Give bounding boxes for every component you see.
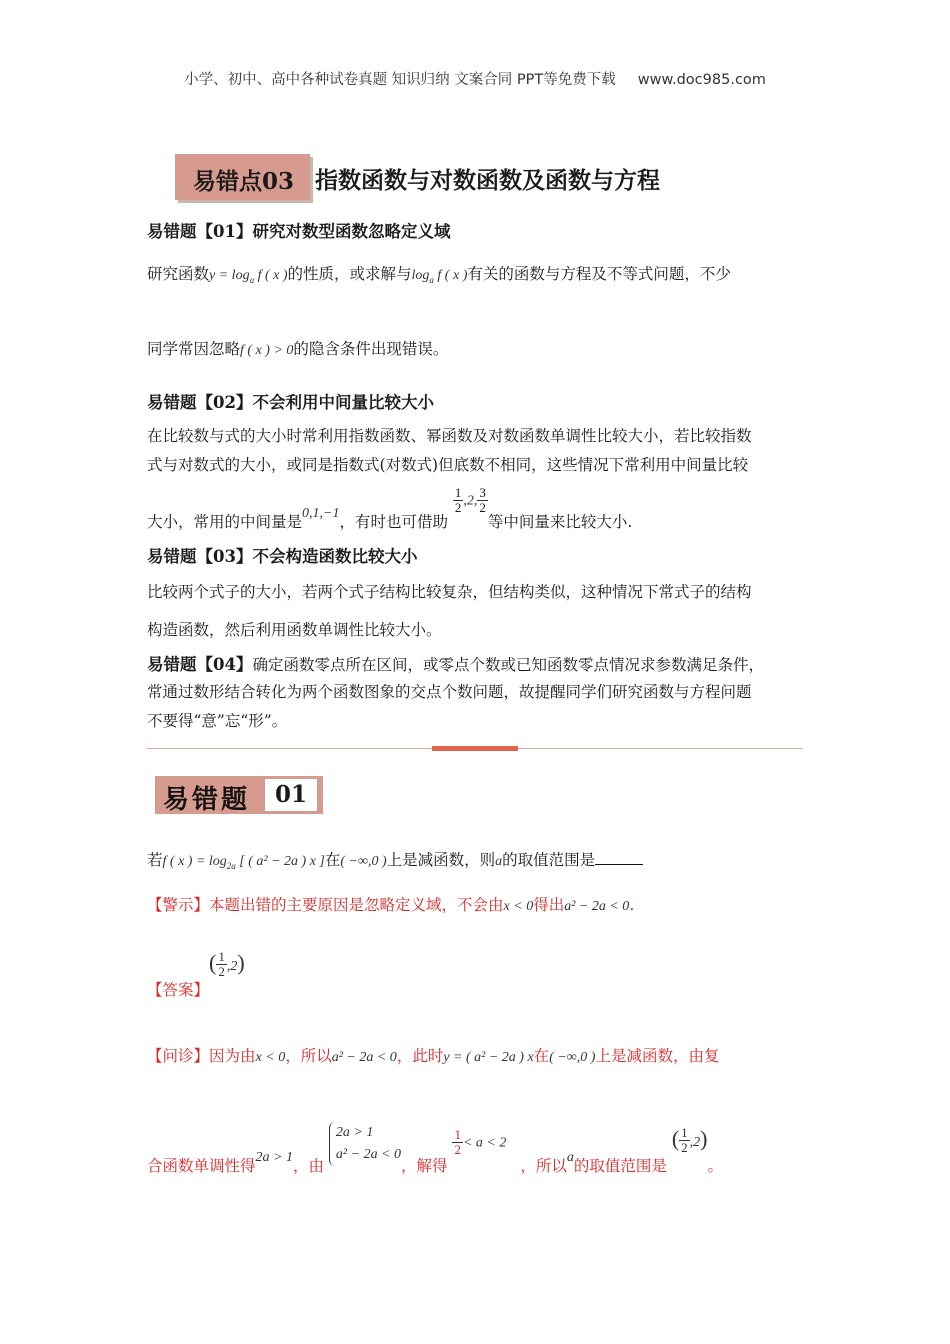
s01-line2	[147, 337, 448, 359]
heading-01: 易错题【01】研究对数型函数忽略定义域	[147, 222, 451, 241]
math-a: a	[495, 854, 503, 869]
answer-blank[interactable]	[595, 850, 643, 865]
math-system: 2a > 1 a² − 2a < 0	[329, 1122, 401, 1166]
text: 在	[324, 851, 341, 869]
heading-02: 易错题【02】不会利用中间量比较大小	[147, 393, 434, 412]
problem-statement	[147, 848, 643, 871]
diagnosis-line2	[147, 1118, 723, 1176]
text: 大小，常用的中间量是	[147, 513, 303, 531]
s04-line2: 常通过数形结合转化为两个函数图象的交点个数问题，故提醒同学们研究函数与方程问题	[147, 683, 752, 701]
text: ，由	[292, 1157, 324, 1175]
math: a	[566, 1150, 574, 1165]
page-header	[0, 68, 950, 89]
text: ，解得	[401, 1157, 448, 1175]
math: a² − 2a < 0	[331, 1050, 397, 1065]
text: 因为由	[209, 1047, 256, 1065]
s02-line3	[147, 486, 632, 532]
s02-line1: 在比较数与式的大小时常利用指数函数、幂函数及对数函数单调性比较大小，若比较指数	[147, 427, 752, 445]
text: 研究函数	[147, 265, 210, 283]
text: 在	[533, 1047, 550, 1065]
math: x < 0	[255, 1050, 286, 1065]
text: 有关的函数与方程及不等式问题，不少	[467, 265, 731, 283]
text: ，所以	[285, 1047, 332, 1065]
text: 若	[147, 851, 163, 869]
math: a² − 2a < 0	[564, 899, 630, 914]
text: 得出	[533, 896, 565, 914]
answer-tag: 【答案】	[147, 981, 210, 999]
math: ( −∞,0 )	[549, 1050, 596, 1065]
math: y = ( a² − 2a ) x	[443, 1050, 534, 1065]
math-log: $\log_a f$ ( x )	[411, 268, 468, 285]
s01-line1	[147, 262, 731, 285]
diagnosis-line1	[147, 1044, 719, 1066]
text: 上是减函数，则	[386, 851, 496, 869]
text: .	[629, 896, 635, 914]
text: 的隐含条件出现错误。	[293, 340, 449, 358]
math-fx-def: f ( x ) = $\log_{2a}$ [ ( a² − 2a ) x ]	[162, 854, 325, 871]
math-fx-positive: f ( x ) > 0	[240, 343, 294, 358]
math-y-log: $y = \log_a f$ ( x )	[209, 268, 288, 285]
divider-accent	[432, 746, 518, 751]
problem-badge	[155, 776, 323, 814]
math-interval: ( −∞,0 )	[340, 854, 387, 869]
text: 同学常因忽略	[147, 340, 241, 358]
text: 的取值范围是	[573, 1157, 667, 1175]
math-result: ( $\frac{1}{2}$ ,2)	[671, 1125, 708, 1156]
heading-04: 易错题【04】	[147, 655, 253, 674]
text: 等中间量来比较大小.	[487, 513, 633, 531]
answer-line	[147, 950, 245, 1000]
heading-03: 易错题【03】不会构造函数比较大小	[147, 547, 418, 566]
math-ineq: $\frac{1}{2}$ < a < 2	[454, 1127, 507, 1157]
math: 2a > 1	[255, 1150, 293, 1165]
text: ，有时也可借助	[339, 513, 448, 531]
text: 上是减函数，由复	[595, 1047, 720, 1065]
title-label-box	[175, 154, 310, 200]
text: 的取值范围是	[502, 851, 596, 869]
page-title: 指数函数与对数函数及函数与方程	[315, 167, 660, 194]
header-text: 小学、初中、高中各种试卷真题 知识归纳 文案合同 PPT等免费下载	[184, 72, 616, 88]
math: x < 0	[503, 899, 534, 914]
text: ，此时	[396, 1047, 444, 1065]
diagnosis-tag: 【问诊】	[147, 1047, 210, 1065]
text: ，所以	[520, 1157, 567, 1175]
text: 合函数单调性得	[147, 1157, 256, 1175]
s03-line1: 比较两个式子的大小，若两个式子结构比较复杂，但结构类似，这种情况下常式子的结构	[147, 583, 752, 601]
text: 。	[707, 1157, 724, 1175]
text: 确定函数零点所在区间，或零点个数或已知函数零点情况求参数满足条件，	[252, 656, 764, 674]
badge-text: 易错题	[163, 785, 251, 815]
s03-line2: 构造函数，然后利用函数单调性比较大小。	[147, 621, 442, 639]
s04-line3: 不要得“意”忘“形”。	[147, 712, 288, 730]
s02-line2: 式与对数式的大小，或同是指数式(对数式)但底数不相同，这些情况下常利用中间量比较	[147, 456, 749, 474]
s04-line1	[147, 651, 764, 675]
math-mid-values: 0,1,−1	[302, 506, 340, 521]
warning-tag: 【警示】	[147, 896, 210, 914]
warning-line	[147, 893, 634, 915]
title-label: 易错点03	[193, 168, 295, 195]
badge-number: 01	[265, 779, 317, 811]
header-url[interactable]: www.doc985.com	[637, 72, 766, 88]
answer-math: ( $\frac{1}{2}$ ,2)	[209, 949, 245, 980]
math-fractions: $\frac{1}{2}$ ,2, $\frac{3}{2}$	[454, 485, 486, 515]
text: 本题出错的主要原因是忽略定义域，不会由	[209, 896, 504, 914]
text: 的性质，或求解与	[287, 265, 412, 283]
